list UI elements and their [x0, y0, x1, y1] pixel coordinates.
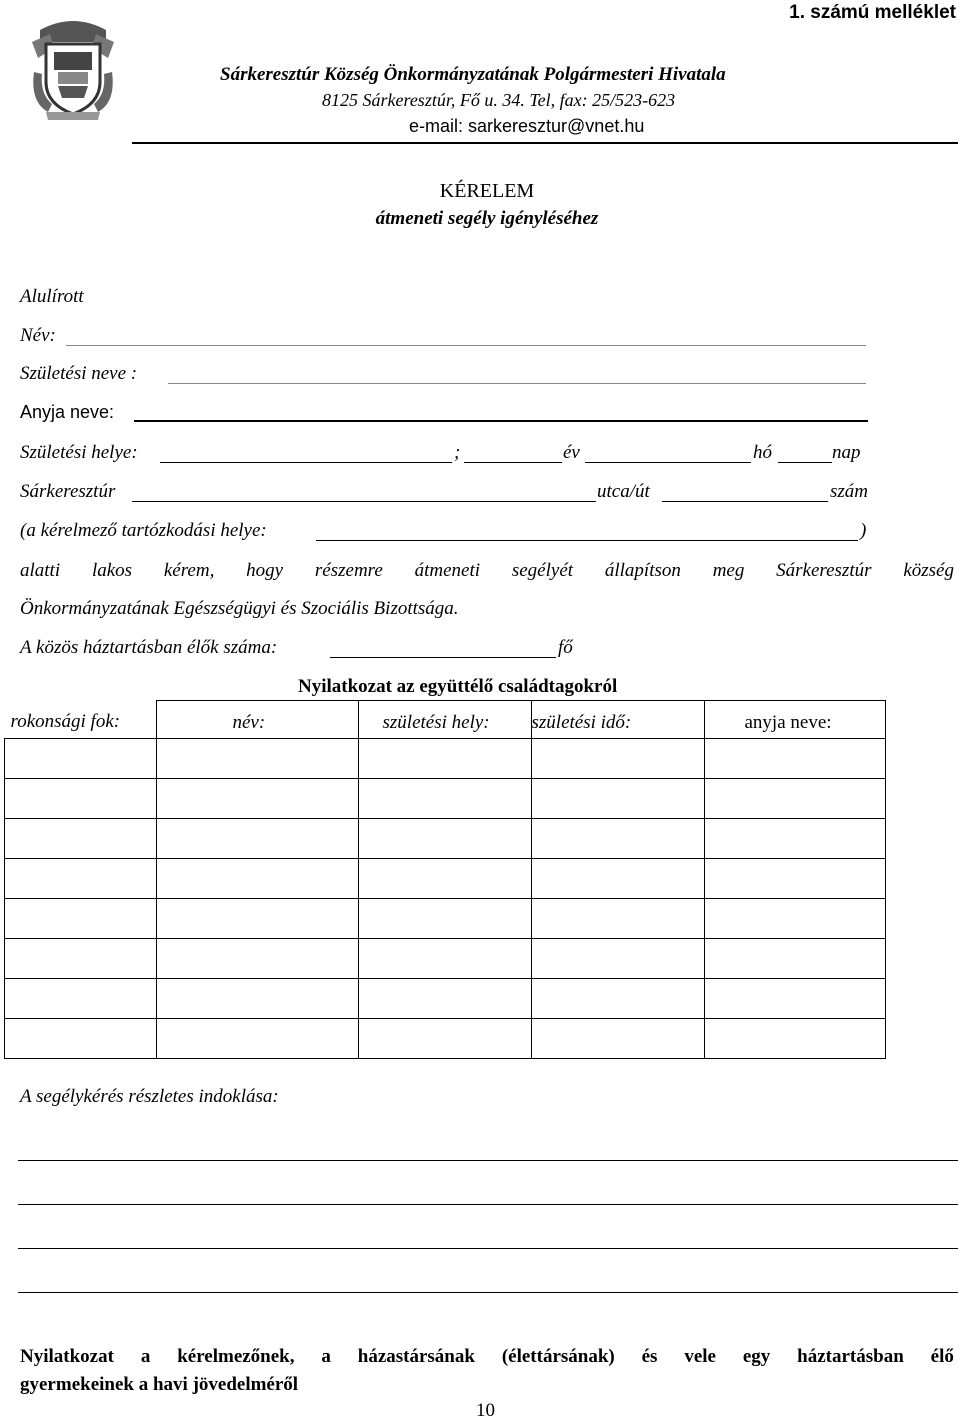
- justification-line-1[interactable]: [18, 1160, 958, 1161]
- table-cell[interactable]: [531, 819, 704, 859]
- column-header-mother: anyja neve:: [704, 701, 885, 739]
- income-word: házastársának: [357, 1346, 475, 1367]
- table-cell[interactable]: [358, 819, 531, 859]
- table-row: [5, 1019, 886, 1059]
- undersigned-label: Alulírott: [20, 286, 84, 307]
- table-row: [5, 779, 886, 819]
- table-cell[interactable]: [704, 819, 885, 859]
- table-cell[interactable]: [156, 899, 358, 939]
- table-cell[interactable]: [358, 979, 531, 1019]
- table-cell[interactable]: [704, 859, 885, 899]
- table-cell[interactable]: [5, 979, 157, 1019]
- request-word: hogy: [246, 560, 284, 581]
- stay-close: ): [860, 520, 867, 541]
- income-word: egy: [742, 1346, 771, 1367]
- table-cell[interactable]: [704, 779, 885, 819]
- table-cell[interactable]: [704, 979, 885, 1019]
- request-word: segélyét: [511, 560, 574, 581]
- table-cell[interactable]: [531, 859, 704, 899]
- justification-label: A segélykérés részletes indoklása:: [20, 1086, 279, 1107]
- table-cell[interactable]: [5, 779, 157, 819]
- coat-of-arms-icon: [28, 12, 118, 124]
- mother-name-label: Anyja neve:: [20, 402, 115, 422]
- request-word: állapítson: [604, 560, 681, 581]
- income-word: élő: [930, 1346, 954, 1367]
- income-word: a: [321, 1346, 331, 1367]
- office-address: 8125 Sárkeresztúr, Fő u. 34. Tel, fax: 25/523-623: [322, 90, 676, 110]
- table-cell[interactable]: [5, 739, 157, 779]
- birth-year-field[interactable]: [464, 462, 562, 463]
- birth-name-field[interactable]: [168, 383, 866, 384]
- table-cell[interactable]: [358, 899, 531, 939]
- request-word: kérem,: [163, 560, 215, 581]
- table-cell[interactable]: [156, 739, 358, 779]
- table-cell[interactable]: [156, 859, 358, 899]
- office-email: e-mail: sarkeresztur@vnet.hu: [409, 116, 645, 136]
- request-word: meg: [712, 560, 745, 581]
- justification-line-3[interactable]: [18, 1248, 958, 1249]
- mother-name-field[interactable]: [134, 420, 868, 422]
- request-line-1: [20, 560, 954, 582]
- table-cell[interactable]: [156, 779, 358, 819]
- year-label: év: [563, 442, 580, 463]
- table-cell[interactable]: [358, 779, 531, 819]
- office-name: Sárkeresztúr Község Önkormányzatának Polgármesteri Hivatala: [220, 64, 726, 85]
- table-cell[interactable]: [156, 939, 358, 979]
- table-cell[interactable]: [704, 739, 885, 779]
- request-word: alatti: [20, 560, 61, 581]
- income-word: és: [641, 1346, 658, 1367]
- street-field[interactable]: [132, 501, 596, 502]
- household-count-field[interactable]: [330, 657, 556, 658]
- column-header-relation: rokonsági fok:: [5, 701, 157, 739]
- table-row: [5, 819, 886, 859]
- request-word: lakos: [91, 560, 133, 581]
- table-cell[interactable]: [704, 939, 885, 979]
- request-word: átmeneti: [414, 560, 481, 581]
- table-cell[interactable]: [5, 859, 157, 899]
- semicolon: ;: [454, 442, 461, 463]
- table-cell[interactable]: [5, 819, 157, 859]
- table-cell[interactable]: [156, 979, 358, 1019]
- page-number: 10: [476, 1400, 495, 1421]
- table-cell[interactable]: [531, 979, 704, 1019]
- house-number-field[interactable]: [662, 501, 828, 502]
- town-label: Sárkeresztúr: [20, 481, 116, 502]
- request-line-2: Önkormányzatának Egészségügyi és Szociális Bizottsága.: [20, 598, 459, 619]
- justification-line-4[interactable]: [18, 1292, 958, 1293]
- coat-of-arms-logo: [28, 12, 118, 124]
- month-label: hó: [753, 442, 772, 463]
- table-row: [5, 859, 886, 899]
- table-cell[interactable]: [358, 859, 531, 899]
- income-declaration-line-1: [20, 1346, 954, 1368]
- table-cell[interactable]: [5, 1019, 157, 1059]
- name-label: Név:: [20, 325, 56, 346]
- number-label: szám: [830, 481, 869, 502]
- table-row: [5, 899, 886, 939]
- household-unit: fő: [558, 637, 573, 658]
- income-word: a: [140, 1346, 151, 1367]
- day-label: nap: [832, 442, 861, 463]
- table-cell[interactable]: [358, 939, 531, 979]
- table-cell[interactable]: [531, 899, 704, 939]
- column-header-birthplace: születési hely:: [358, 701, 531, 739]
- table-cell[interactable]: [358, 1019, 531, 1059]
- table-row: [5, 939, 886, 979]
- table-cell[interactable]: [5, 939, 157, 979]
- table-cell[interactable]: [531, 739, 704, 779]
- table-row: [5, 739, 886, 779]
- annex-label: 1. számú melléklet: [789, 2, 956, 23]
- name-field[interactable]: [66, 345, 866, 346]
- income-word: (élettársának): [501, 1346, 615, 1367]
- birth-day-field[interactable]: [778, 462, 832, 463]
- table-header-row: [5, 701, 886, 739]
- income-word: kérelmezőnek,: [177, 1346, 295, 1367]
- table-cell[interactable]: [156, 1019, 358, 1059]
- birth-name-label: Születési neve :: [20, 363, 138, 384]
- household-count-label: A közös háztartásban élők száma:: [20, 637, 278, 658]
- income-word: háztartásban: [797, 1346, 904, 1367]
- page-title: KÉRELEM: [439, 180, 535, 202]
- household-table: [4, 700, 886, 1059]
- column-header-name: név:: [156, 701, 358, 739]
- table-cell[interactable]: [704, 899, 885, 939]
- income-declaration-line-2: gyermekeinek a havi jövedelméről: [20, 1374, 299, 1395]
- household-table-title: Nyilatkozat az együttélő családtagokról: [298, 676, 618, 697]
- column-header-birthdate: születési idő:: [531, 701, 704, 739]
- request-word: részemre: [314, 560, 383, 581]
- street-label: utca/út: [597, 481, 650, 502]
- table-cell[interactable]: [5, 899, 157, 939]
- table-cell[interactable]: [358, 739, 531, 779]
- header-rule: [132, 142, 958, 144]
- income-word: Nyilatkozat: [20, 1346, 114, 1367]
- table-row: [5, 979, 886, 1019]
- stay-label: (a kérelmező tartózkodási helye:: [20, 520, 267, 541]
- page-subtitle: átmeneti segély igényléséhez: [375, 208, 599, 229]
- birthplace-field[interactable]: [160, 462, 452, 463]
- justification-line-2[interactable]: [18, 1204, 958, 1205]
- table-cell[interactable]: [156, 819, 358, 859]
- income-word: vele: [684, 1346, 716, 1367]
- birth-month-field[interactable]: [585, 462, 751, 463]
- stay-field[interactable]: [316, 540, 858, 541]
- birthplace-label: Születési helye:: [20, 442, 138, 463]
- request-word: község: [903, 560, 954, 581]
- table-cell[interactable]: [531, 779, 704, 819]
- table-cell[interactable]: [531, 939, 704, 979]
- table-cell[interactable]: [704, 1019, 885, 1059]
- request-word: Sárkeresztúr: [776, 560, 872, 581]
- table-cell[interactable]: [531, 1019, 704, 1059]
